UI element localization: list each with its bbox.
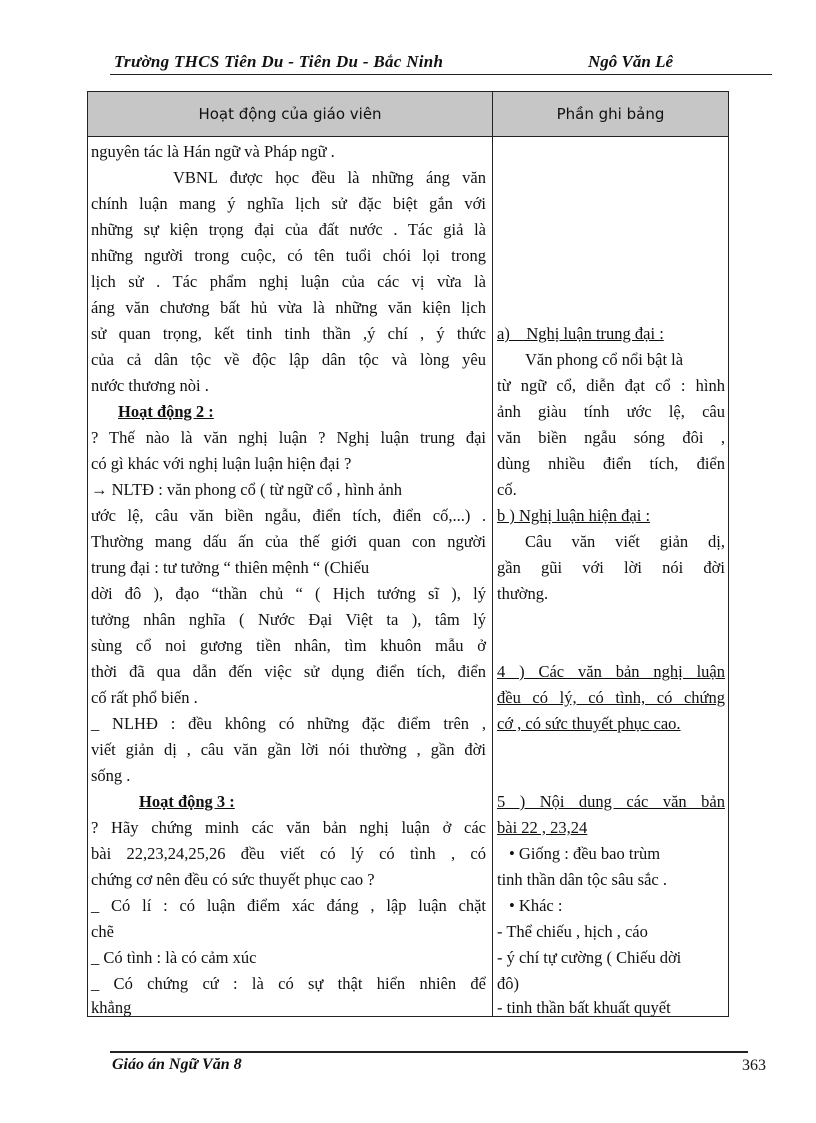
footer-title: Giáo án Ngữ Văn 8 (112, 1056, 242, 1073)
section-b-heading: b ) Nghị luận hiện đại : (497, 506, 651, 525)
text-line: Câu văn viết giản dị, (525, 532, 725, 551)
text-line: chứng cơ nên đều có sức thuyết phục cao ? (91, 870, 375, 889)
text-line: có gì khác với nghị luận luận hiện đại ? (91, 454, 352, 473)
text-line: _ Có lí : có luận điểm xác đáng , lập luận chặt (91, 896, 486, 915)
text-line: Văn phong cổ nổi bật là (525, 350, 684, 369)
text-line: ? Thế nào là văn nghị luận ? Nghị luận trung đại (91, 428, 486, 447)
header-school: Trường THCS Tiên Du - Tiên Du - Bắc Ninh (114, 52, 444, 71)
activity-3-heading: Hoạt động 3 : (139, 792, 235, 811)
text-line: đô) (497, 974, 519, 993)
text-line: nước thương nòi . (91, 376, 209, 395)
page-header (110, 52, 772, 75)
section-a-heading-text: a) Nghị luận trung đại : (497, 324, 664, 343)
header-author: Ngô Văn Lê (588, 52, 673, 71)
text-line: cố. (497, 480, 517, 499)
text-line: chính luận mang ý nghĩa lịch sử đặc biệt gắn với (91, 194, 486, 213)
text-line: trung đại : tư tưởng “ thiên mệnh “ (Chiếu (91, 558, 370, 577)
text-line: ước lệ, câu văn biền ngẫu, điển tích, điển cố,...) . (91, 506, 486, 525)
text-line: những sự kiện trọng đại của đất nước . Tác giả là (91, 220, 486, 239)
text-line: thường. (497, 584, 549, 603)
text-line: → NLTĐ : văn phong cổ ( từ ngữ cổ , hình ảnh (91, 480, 403, 499)
text-line: Thường mang dấu ấn của thế giới quan con người (91, 532, 486, 551)
text-line: - ý chí tự cường ( Chiếu dời (497, 948, 682, 967)
text-line: của cả dân tộc về độc lập dân tộc và lòng yêu (91, 350, 486, 369)
page-number: 363 (742, 1057, 766, 1074)
text-line: nguyên tác là Hán ngữ và Pháp ngữ . (91, 142, 335, 161)
text-line: dời đô ), đạo “thần chủ “ ( Hịch tướng sĩ ), lý (91, 584, 486, 603)
text-line: sống . (91, 766, 131, 785)
text-line: lịch sử . Tác phẩm nghị luận của các vị vừa là (91, 272, 486, 291)
text-line: gần gũi với lời nói đời (497, 558, 725, 577)
text-line: sử quan trọng, kết tinh tinh thần ,ý chí , ý thức (91, 324, 486, 343)
text-line: ? Hãy chứng minh các văn bản nghị luận ở các (91, 818, 486, 837)
text-line: - tinh thần bất khuất quyết (497, 998, 671, 1017)
text-line: tưởng nhân nghĩa ( Nước Đại Việt ta ), tâm lý (91, 610, 486, 629)
text-line: - Thể chiếu , hịch , cáo (497, 922, 648, 941)
table-header-row (88, 92, 728, 137)
activity-2-heading: Hoạt động 2 : (118, 402, 214, 421)
text-line: _ Có tình : là có cảm xúc (91, 948, 257, 967)
col-title-board: Phần ghi bảng (556, 105, 665, 123)
text-line: _ Có chứng cứ : là có sự thật hiển nhiên để (91, 974, 486, 993)
col-title-teacher: Hoạt động của giáo viên (198, 105, 382, 123)
text-line: sùng cổ noi gương tiền nhân, tìm khuôn mẫu ở (91, 636, 486, 655)
text-line: VBNL được học đều là những áng văn (173, 168, 486, 187)
text-line: tinh thần dân tộc sâu sắc . (497, 870, 667, 889)
point-5-heading: 5 ) Nội dung các văn bản (497, 792, 725, 811)
text-line: cố rất phổ biến . (91, 688, 198, 707)
section-a-heading (497, 324, 664, 344)
text-line: viết giản dị , câu văn gần lời nói thường , gần đời (91, 740, 486, 759)
text-line: bài 22,23,24,25,26 đều viết có lý có tình , có (91, 844, 486, 863)
text-line: bài 22 , 23,24 (497, 818, 588, 837)
text-line: những người trong cuộc, có tên tuổi chói lọi trong (91, 246, 486, 265)
text-line: đều có lý, có tình, có chứng (497, 688, 725, 707)
text-line: ảnh giàu tính ước lệ, câu (497, 402, 725, 421)
text-line: _ NLHĐ : đều không có những đặc điểm trên , (91, 714, 486, 733)
text-line: văn biền ngẫu sóng đôi , (497, 428, 725, 447)
text-line: dùng nhiều điển tích, điển (497, 454, 725, 473)
text-line: thời đã qua dẫn đến việc sử dụng điển tích, điển (91, 662, 486, 681)
bullet-same: • Giống : đều bao trùm (509, 844, 661, 863)
text-line: cớ , có sức thuyết phục cao. (497, 714, 681, 733)
text-line: chẽ (91, 922, 114, 941)
column-divider (492, 92, 493, 1016)
text-line: áng văn chương bất hủ vừa là những văn kiện lịch (91, 298, 486, 317)
text-line: khẳng (91, 998, 132, 1017)
text-line: từ ngữ cổ, diễn đạt cổ : hình (497, 376, 725, 395)
footer-rule (110, 1051, 748, 1053)
point-4-heading: 4 ) Các văn bản nghị luận (497, 662, 725, 681)
bullet-different: • Khác : (509, 896, 563, 915)
